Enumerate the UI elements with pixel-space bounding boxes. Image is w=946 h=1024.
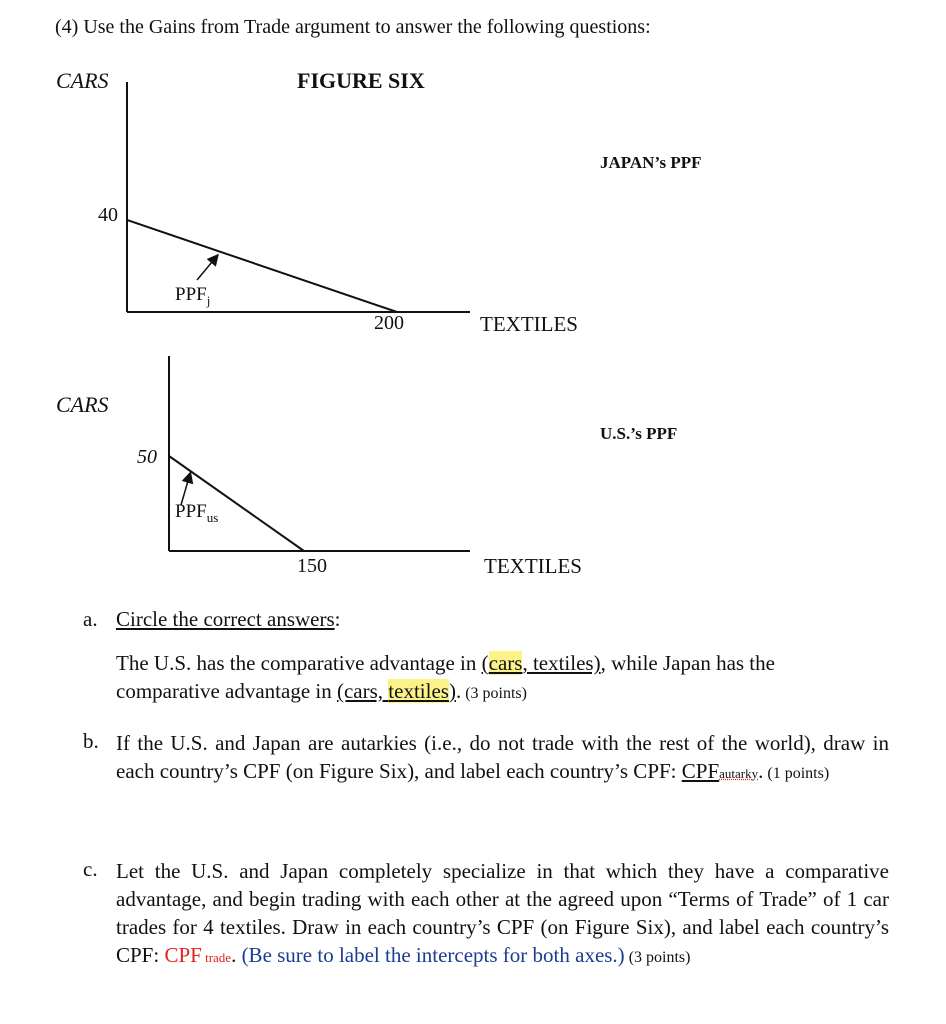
us-y-axis-label: CARS [56,392,109,417]
us-ppf-title: U.S.’s PPF [600,424,678,443]
us-x-intercept: 150 [297,555,327,577]
japan-x-axis-label: TEXTILES [480,312,578,336]
answer-japan-textiles: textiles [388,679,449,703]
japan-ppf-line [127,220,397,312]
part-a-letter: a. [83,607,98,631]
question-title: (4) Use the Gains from Trade argument to answer the following questions: [55,16,651,38]
part-c-body: Let the U.S. and Japan completely specialize in that which they have a comparative advantage, and begin trading with each other at the agreed upon “Terms of Trade” of 1 car trades for 4 textiles. Draw in each country’s CPF (on Figure Six), and label each country’s CPF: CPF trade. (Be sure to label the intercepts for both axes.) (3 points) [116,859,889,967]
us-y-intercept: 50 [137,446,157,468]
japan-y-axis-label: CARS [56,68,109,93]
japan-ppf-arrow [197,256,217,280]
japan-y-intercept: 40 [98,204,118,226]
japan-ppf-label: $PPF_j$ [175,284,211,308]
us-ppf-label: $PPF_{us}$ [175,501,219,525]
part-a-body: The U.S. has the comparative advantage in (cars, textiles), while Japan has the comparative advantage in (cars, textiles). (3 points) [116,651,775,703]
part-c-letter: c. [83,857,98,881]
japan-x-intercept: 200 [374,312,404,334]
part-b-letter: b. [83,729,99,753]
part-a-heading: Circle the correct answers: [116,607,341,631]
answer-us-cars: cars [488,651,523,675]
figure-title: FIGURE SIX [297,68,425,93]
japan-ppf-title: JAPAN’s PPF [600,153,702,172]
us-x-axis-label: TEXTILES [484,554,582,578]
part-b-body: If the U.S. and Japan are autarkies (i.e., do not trade with the rest of the world), draw in each country’s CPF (on Figure Six), and label each country’s CPF: CPFautarky. (1 points) [116,731,889,783]
